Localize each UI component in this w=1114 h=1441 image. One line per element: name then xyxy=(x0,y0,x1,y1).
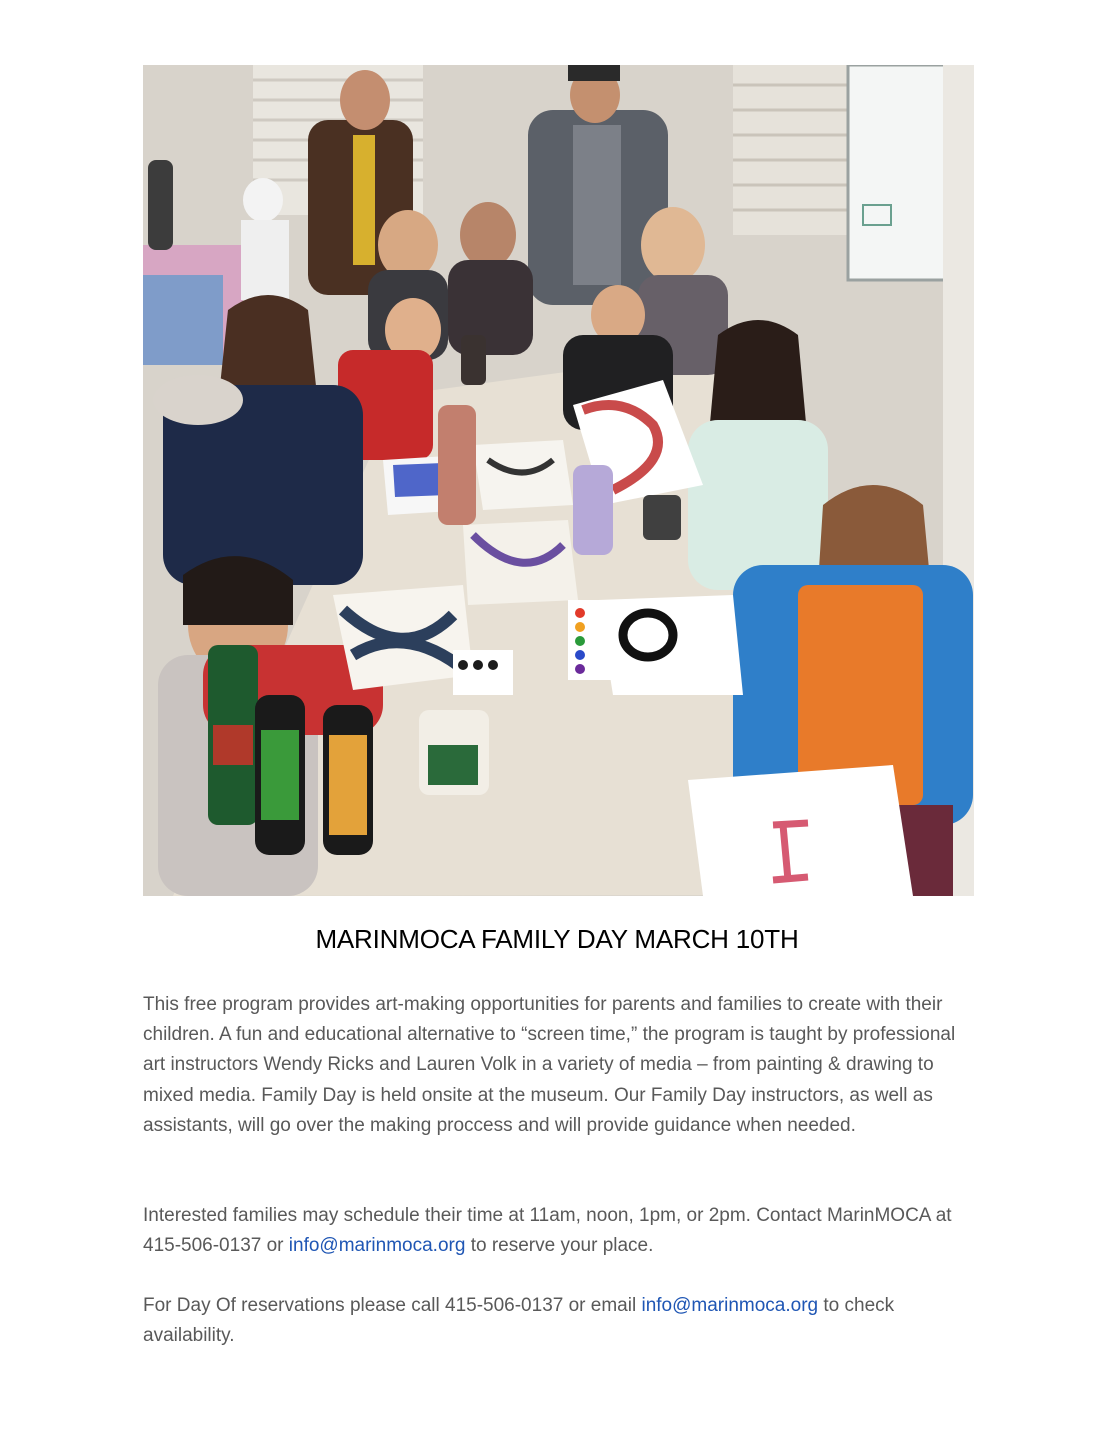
day-of-text-after: to check availability. xyxy=(143,1295,895,1347)
program-description: This free program provides art-making opportunities for parents and families to create with their children. A fun and educational alternative to “screen time,” the program is taught by professional art instructors Wendy Ricks and Lauren Volk in a variety of media – from painting & drawing to mixed media. Family Day is held onsite at the museum. Our Family Day instructors, as well as assistants, will go over the making proccess and will provide guidance when needed. xyxy=(143,994,956,1136)
day-of-paragraph xyxy=(143,1291,978,1351)
day-of-text-before: For Day Of reservations please call 415-506-0137 or email xyxy=(143,1295,642,1316)
schedule-text-before: Interested families may schedule their time at 11am, noon, 1pm, or 2pm. Contact MarinMOCA at 415-506-0137 or xyxy=(143,1205,952,1257)
family-day-photo xyxy=(143,65,974,896)
email-link-day-of[interactable]: info@marinmoca.org xyxy=(641,1295,819,1316)
email-link[interactable]: info@marinmoca.org xyxy=(288,1235,466,1257)
schedule-paragraph xyxy=(143,1201,978,1261)
schedule-text-after: to reserve your place. xyxy=(465,1235,654,1257)
page-title: MARINMOCA FAMILY DAY MARCH 10TH xyxy=(315,924,799,954)
photo-illustration xyxy=(143,65,974,896)
